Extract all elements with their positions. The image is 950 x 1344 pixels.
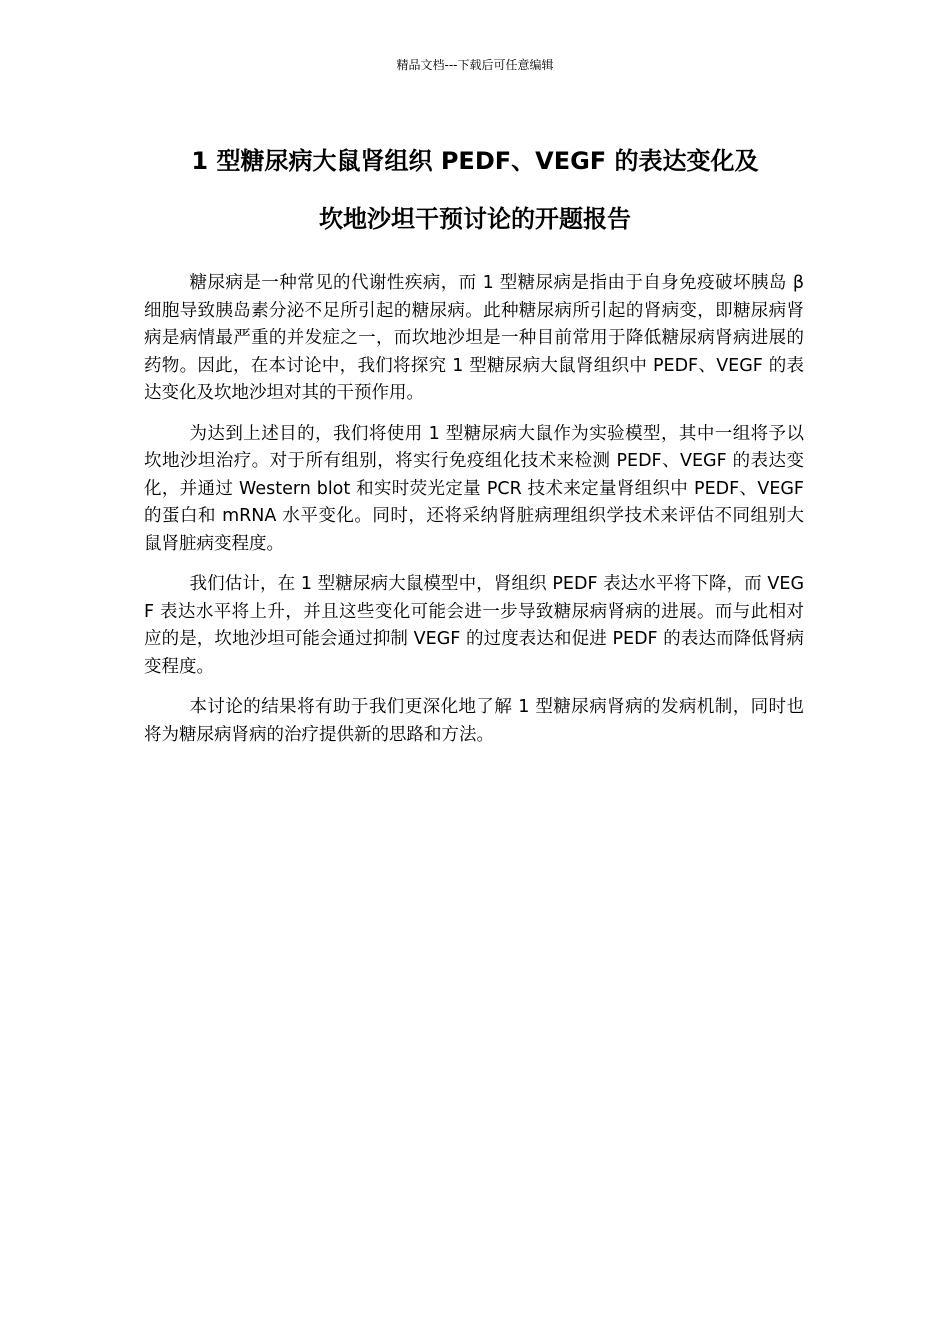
paragraph-2: 为达到上述目的，我们将使用 1 型糖尿病大鼠作为实验模型，其中一组将予以坎地沙坦治疗。对于所有组别，将实行免疫组化技术来检测 PEDF、VEGF 的表达变化，并通过 Western blot 和实时荧光定量 PCR 技术来定量肾组织中 PEDF、VEGF 的蛋白和 mRNA 水平变化。同时，还将采纳肾脏病理组织学技术来评估不同组别大鼠肾脏病变程度。 [144, 423, 804, 554]
paragraph-4: 本讨论的结果将有助于我们更深化地了解 1 型糖尿病肾病的发病机制，同时也将为糖尿病肾病的治疗提供新的思路和方法。 [144, 697, 804, 745]
document-title [120, 132, 830, 248]
paragraph-3: 我们估计，在 1 型糖尿病大鼠模型中，肾组织 PEDF 表达水平将下降，而 VEGF 表达水平将上升，并且这些变化可能会进一步导致糖尿病肾病的进展。而与此相对应的是，坎地沙坦可能会通过抑制 VEGF 的过度表达和促进 PEDF 的表达而降低肾病变程度。 [144, 574, 804, 677]
paragraph-1: 糖尿病是一种常见的代谢性疾病，而 1 型糖尿病是指由于自身免疫破坏胰岛 β 细胞导致胰岛素分泌不足所引起的糖尿病。此种糖尿病所引起的肾病变，即糖尿病肾病是病情最严重的并发症之一，而坎地沙坦是一种目前常用于降低糖尿病肾病进展的药物。因此，在本讨论中，我们将探究 1 型糖尿病大鼠肾组织中 PEDF、VEGF 的表达变化及坎地沙坦对其的干预作用。 [144, 273, 804, 403]
document-body [144, 270, 804, 762]
page-header: 精品文档---下载后可任意编辑 [396, 58, 554, 72]
document-title-line-1: 1 型糖尿病大鼠肾组织 PEDF、VEGF 的表达变化及 [191, 147, 759, 175]
document-title-line-2: 坎地沙坦干预讨论的开题报告 [319, 205, 631, 233]
